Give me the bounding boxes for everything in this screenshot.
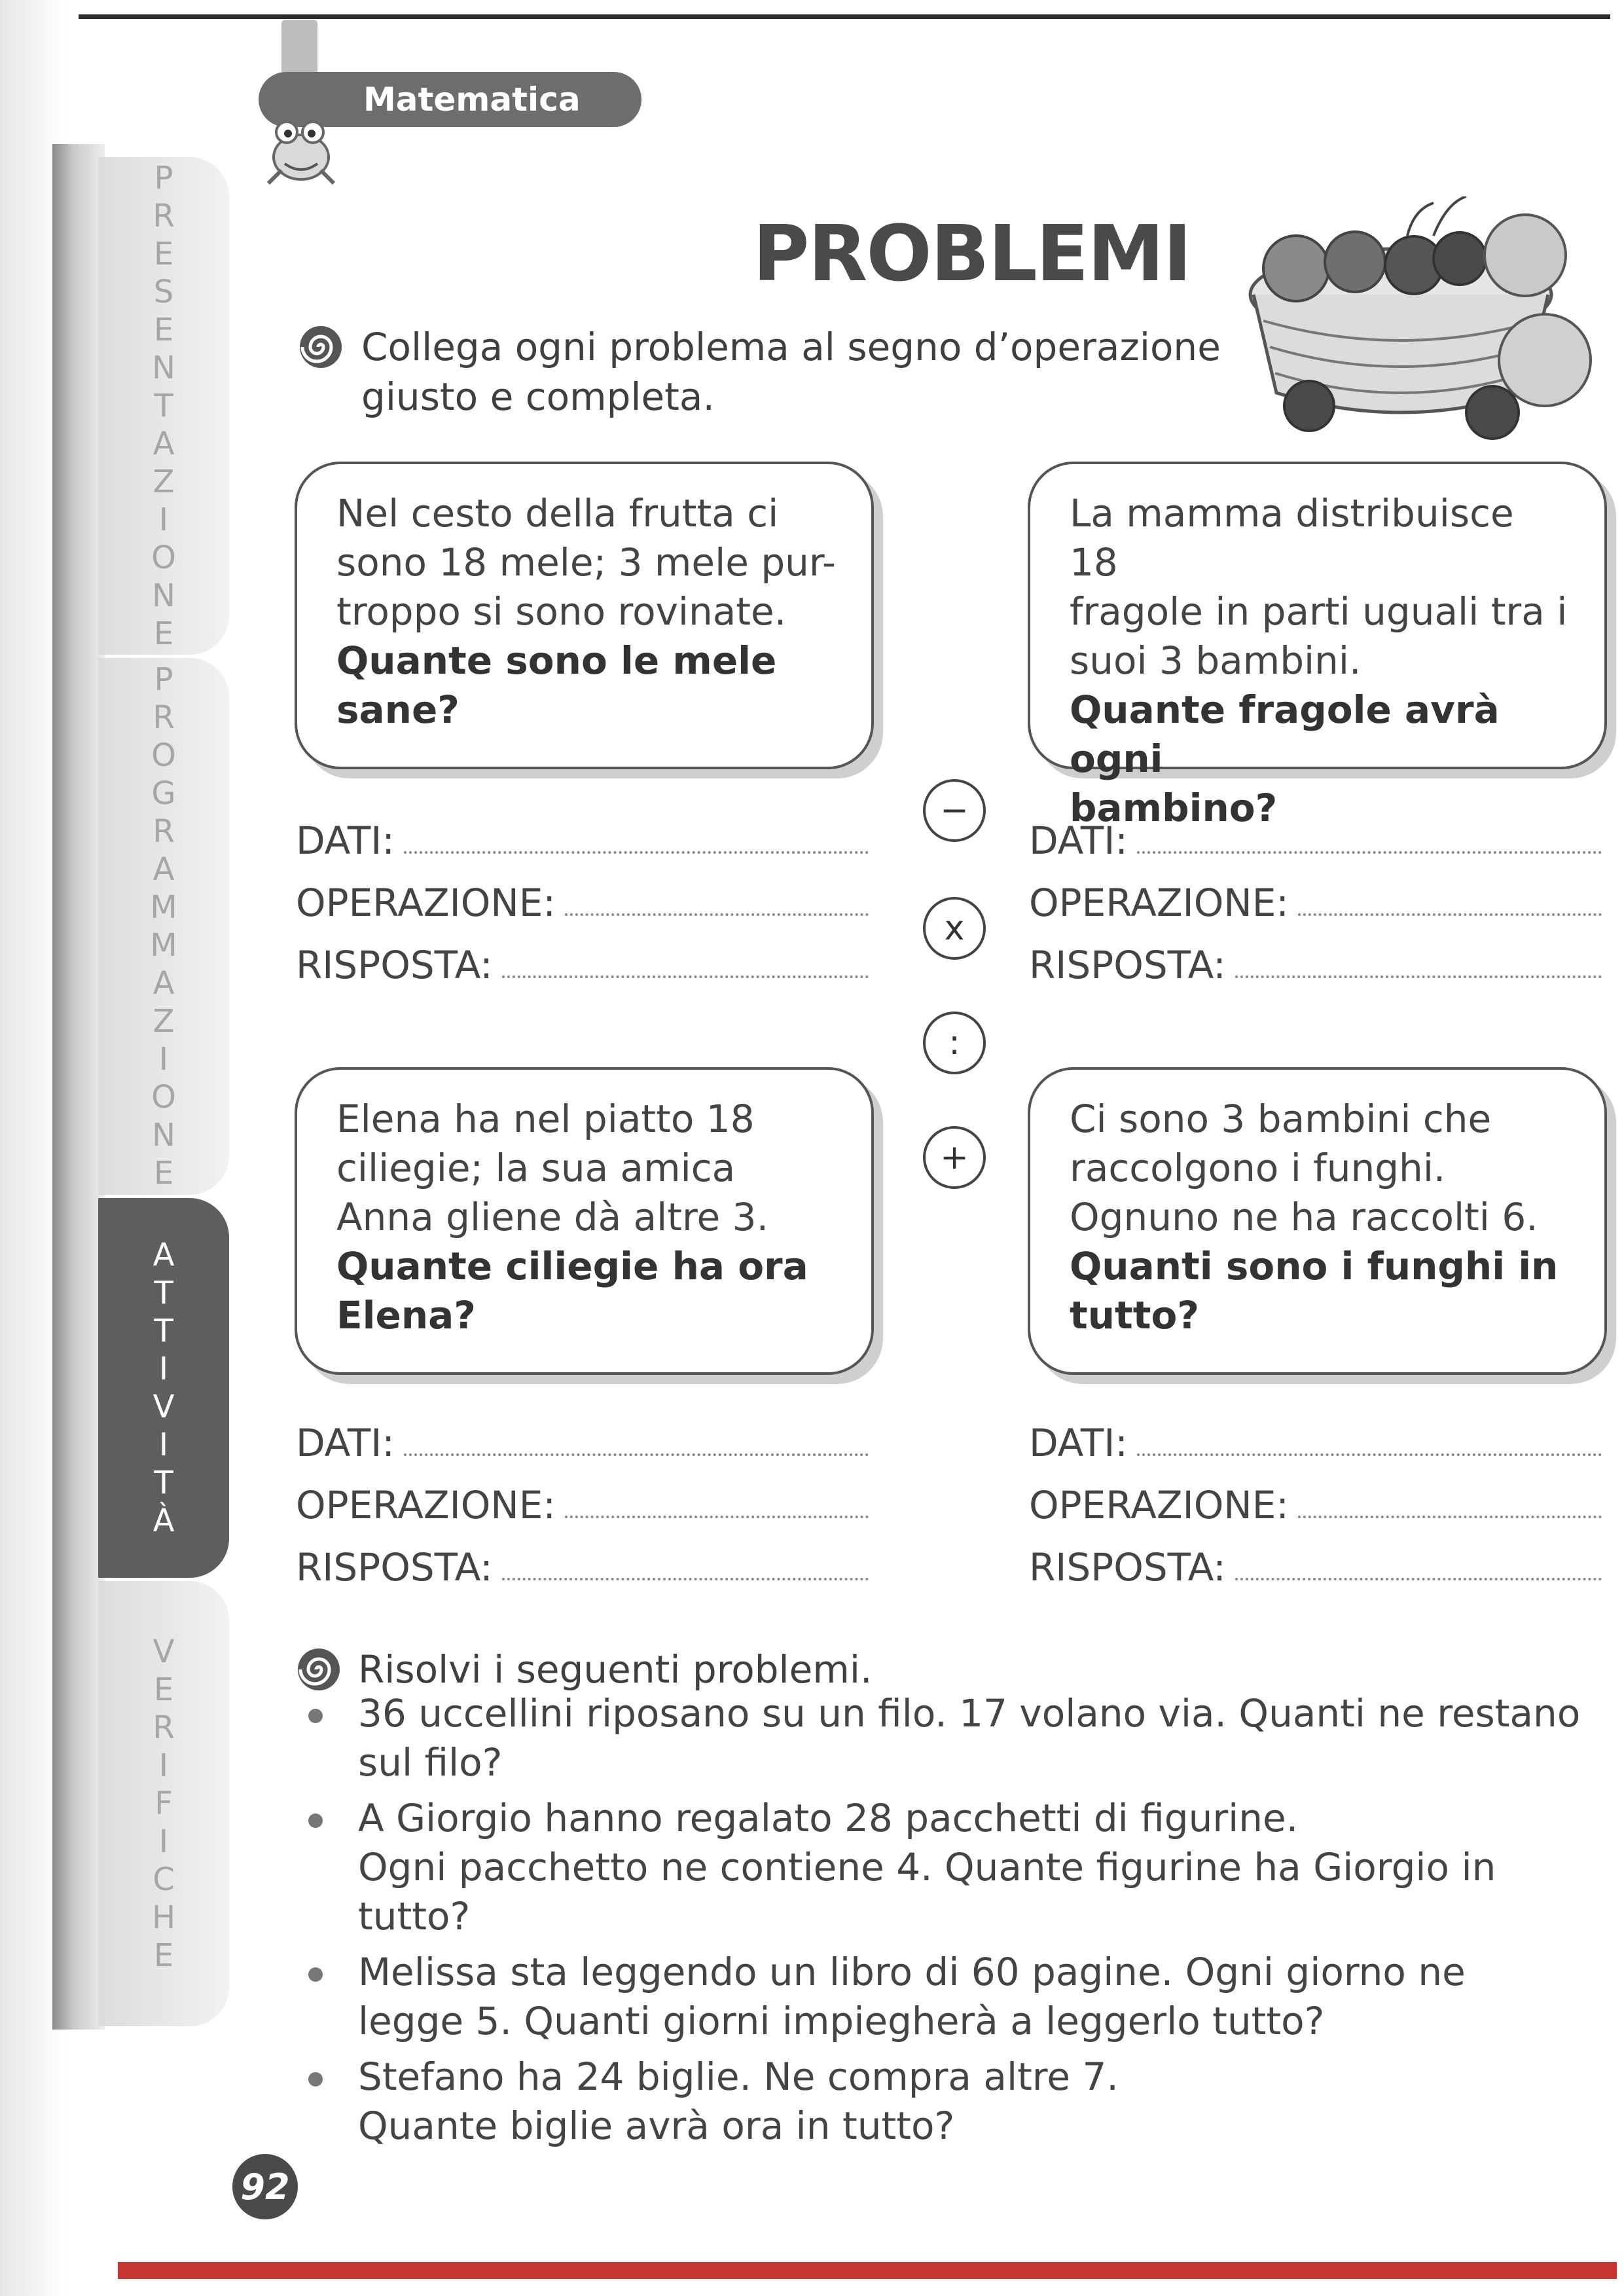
problem-text-line: Ci sono 3 bambini che bbox=[1070, 1097, 1492, 1141]
exercise1-instruction bbox=[361, 322, 1278, 422]
operazione-field-1[interactable] bbox=[296, 881, 869, 925]
page-title: PROBLEMI bbox=[753, 208, 1191, 299]
side-tab-letter: A bbox=[153, 426, 175, 462]
dotted-answer-line[interactable] bbox=[1137, 851, 1602, 854]
side-tab-letter: T bbox=[154, 1465, 173, 1501]
frog-mascot-icon bbox=[255, 105, 347, 196]
problem-text-line: Nel cesto della frutta ci bbox=[336, 491, 779, 536]
operator-divide[interactable]: : bbox=[923, 1011, 986, 1074]
risposta-field-2[interactable] bbox=[1029, 943, 1602, 987]
operazione-field-3[interactable] bbox=[296, 1483, 869, 1527]
dati-label: DATI: bbox=[296, 818, 395, 863]
side-tab-letter: R bbox=[153, 813, 175, 850]
dotted-answer-line[interactable] bbox=[404, 1453, 869, 1456]
operazione-label: OPERAZIONE: bbox=[296, 881, 556, 925]
side-tab-letter: E bbox=[153, 1155, 174, 1192]
problem-box-apples[interactable] bbox=[295, 462, 874, 769]
side-tab-letter: N bbox=[152, 1117, 175, 1154]
side-tab-letter: E bbox=[153, 1671, 174, 1708]
side-tab-letter: R bbox=[153, 198, 175, 234]
side-tab-letter: V bbox=[153, 1633, 175, 1670]
problem-text-line: Elena ha nel piatto 18 bbox=[336, 1097, 755, 1141]
dotted-answer-line[interactable] bbox=[1298, 913, 1602, 916]
side-tab-letter: I bbox=[158, 1747, 169, 1784]
list-item-line: legge 5. Quanti giorni impiegherà a leggerlo tutto? bbox=[358, 1999, 1325, 2043]
operazione-label: OPERAZIONE: bbox=[1029, 881, 1289, 925]
list-item bbox=[298, 1794, 1594, 1941]
dotted-answer-line[interactable] bbox=[1137, 1453, 1602, 1456]
list-item-line: tutto? bbox=[358, 1894, 471, 1939]
side-tab-letter: H bbox=[151, 1899, 176, 1936]
side-tab-letter: I bbox=[158, 501, 169, 538]
instruction-line: Collega ogni problema al segno d’operazione bbox=[361, 325, 1221, 369]
bottom-red-stripe bbox=[118, 2262, 1617, 2279]
word-problem-list bbox=[298, 1689, 1594, 2157]
dati-field-3[interactable] bbox=[296, 1421, 869, 1465]
operazione-label: OPERAZIONE: bbox=[296, 1483, 556, 1527]
operazione-field-4[interactable] bbox=[1029, 1483, 1602, 1527]
page-edge-shadow bbox=[52, 144, 105, 2030]
list-item bbox=[298, 1948, 1594, 2046]
dotted-answer-line[interactable] bbox=[502, 1578, 869, 1580]
list-item-line: A Giorgio hanno regalato 28 pacchetti di figurine. bbox=[358, 1796, 1299, 1840]
side-tab-letter: I bbox=[158, 1041, 169, 1078]
side-tab-letter: I bbox=[158, 1427, 169, 1463]
problem-text-line: ciliegie; la sua amica bbox=[336, 1146, 736, 1190]
side-tab-letter: T bbox=[154, 388, 173, 424]
problem-box-mushrooms[interactable] bbox=[1028, 1067, 1607, 1375]
list-item-line: Stefano ha 24 biglie. Ne compra altre 7. bbox=[358, 2054, 1119, 2099]
problem-text-line: fragole in parti uguali tra i bbox=[1070, 589, 1568, 634]
risposta-label: RISPOSTA: bbox=[1029, 1545, 1226, 1590]
bullet-dot-icon bbox=[308, 2072, 323, 2086]
top-border-line bbox=[79, 14, 1610, 19]
side-tab-letter: A bbox=[153, 1237, 175, 1273]
problem-question-line: Quante ciliegie ha ora bbox=[336, 1244, 808, 1288]
problem-text-line: sono 18 mele; 3 mele pur- bbox=[336, 540, 836, 585]
dati-field-1[interactable] bbox=[296, 818, 869, 863]
side-tab-letter: F bbox=[154, 1785, 173, 1822]
problem-text-line: raccolgono i funghi. bbox=[1070, 1146, 1446, 1190]
side-tab-letters bbox=[151, 159, 176, 653]
side-tab-letter: S bbox=[153, 274, 174, 310]
side-tab-letter: M bbox=[150, 889, 177, 926]
side-tab-verifiche bbox=[98, 1581, 229, 2026]
risposta-field-4[interactable] bbox=[1029, 1545, 1602, 1590]
problem-question-line: sane? bbox=[336, 687, 460, 732]
spiral-bullet-icon bbox=[296, 1647, 342, 1692]
dati-label: DATI: bbox=[296, 1421, 395, 1465]
dotted-answer-line[interactable] bbox=[1235, 1578, 1602, 1580]
side-tab-letters bbox=[150, 661, 177, 1192]
side-tab-letter: Z bbox=[153, 464, 175, 500]
side-tab-attivita bbox=[98, 1198, 229, 1578]
side-tab-letter: E bbox=[153, 312, 174, 348]
dotted-answer-line[interactable] bbox=[1298, 1516, 1602, 1518]
side-tab-letter: R bbox=[153, 699, 175, 736]
side-tab-programmazione bbox=[98, 658, 229, 1195]
side-tab-letter: M bbox=[150, 927, 177, 964]
fruit-basket-icon bbox=[1237, 196, 1604, 445]
dotted-answer-line[interactable] bbox=[404, 851, 869, 854]
bullet-dot-icon bbox=[308, 1967, 323, 1982]
risposta-label: RISPOSTA: bbox=[296, 943, 493, 987]
operazione-field-2[interactable] bbox=[1029, 881, 1602, 925]
list-item-line: Melissa sta leggendo un libro di 60 pagine. Ogni giorno ne bbox=[358, 1950, 1466, 1994]
list-item-line: Quante biglie avrà ora in tutto? bbox=[358, 2104, 955, 2148]
list-item-line: 36 uccellini riposano su un filo. 17 volano via. Quanti ne restano bbox=[358, 1691, 1581, 1736]
side-tab-letter: O bbox=[151, 737, 176, 774]
list-item bbox=[298, 2052, 1594, 2151]
side-tab-letter: T bbox=[154, 1313, 173, 1349]
side-tab-letter: O bbox=[151, 1079, 176, 1116]
side-tab-letter: À bbox=[153, 1503, 175, 1539]
side-tab-letter: G bbox=[151, 775, 176, 812]
operator-plus[interactable]: + bbox=[923, 1126, 986, 1189]
operazione-label: OPERAZIONE: bbox=[1029, 1483, 1289, 1527]
problem-box-strawberries[interactable] bbox=[1028, 462, 1607, 830]
side-tab-letters bbox=[153, 1236, 175, 1540]
side-tab-letter: T bbox=[154, 1275, 173, 1311]
list-item-line: sul filo? bbox=[358, 1740, 503, 1785]
side-tab-letters bbox=[152, 1633, 175, 1975]
problem-question-line: Elena? bbox=[336, 1293, 476, 1338]
side-tab-letter: V bbox=[153, 1389, 175, 1425]
operator-minus[interactable]: − bbox=[923, 779, 986, 842]
side-tab-letter: R bbox=[153, 1709, 175, 1746]
spiral-bullet-icon bbox=[298, 324, 344, 370]
list-item-line: Ogni pacchetto ne contiene 4. Quante figurine ha Giorgio in bbox=[358, 1845, 1496, 1889]
bullet-dot-icon bbox=[308, 1709, 323, 1723]
dotted-answer-line[interactable] bbox=[1235, 975, 1602, 978]
dati-label: DATI: bbox=[1029, 1421, 1128, 1465]
side-tab-letter: O bbox=[151, 539, 176, 576]
risposta-label: RISPOSTA: bbox=[296, 1545, 493, 1590]
side-tab-letter: E bbox=[153, 615, 174, 652]
problem-question-line: Quante sono le mele bbox=[336, 638, 777, 683]
side-tab-letter: E bbox=[153, 1937, 174, 1974]
risposta-label: RISPOSTA: bbox=[1029, 943, 1226, 987]
side-tab-presentazione bbox=[98, 157, 229, 655]
problem-text-line: suoi 3 bambini. bbox=[1070, 638, 1362, 683]
problem-text-line: Anna gliene dà altre 3. bbox=[336, 1195, 769, 1239]
operator-times[interactable]: x bbox=[923, 897, 986, 960]
side-tab-letter: C bbox=[153, 1861, 175, 1898]
exercise2-instruction: Risolvi i seguenti problemi. bbox=[358, 1647, 873, 1692]
side-tab-letter: Z bbox=[153, 1003, 175, 1040]
side-tab-letter: I bbox=[158, 1823, 169, 1860]
dati-field-4[interactable] bbox=[1029, 1421, 1602, 1465]
problem-text-line: troppo si sono rovinate. bbox=[336, 589, 787, 634]
bullet-dot-icon bbox=[308, 1813, 323, 1828]
list-item bbox=[298, 1689, 1594, 1787]
dati-label: DATI: bbox=[1029, 818, 1128, 863]
side-tab-letter: P bbox=[154, 160, 173, 196]
side-tab-letter: N bbox=[152, 350, 175, 386]
dotted-answer-line[interactable] bbox=[565, 1516, 869, 1518]
dati-field-2[interactable] bbox=[1029, 818, 1602, 863]
instruction-line: giusto e completa. bbox=[361, 374, 715, 419]
dotted-answer-line[interactable] bbox=[502, 975, 869, 978]
page-number: 92 bbox=[232, 2154, 298, 2219]
side-tab-letter: P bbox=[154, 661, 173, 698]
risposta-field-3[interactable] bbox=[296, 1545, 869, 1590]
problem-question-line: bambino? bbox=[1070, 786, 1278, 830]
problem-question-line: tutto? bbox=[1070, 1293, 1199, 1338]
side-tab-letter: N bbox=[152, 577, 175, 614]
dotted-answer-line[interactable] bbox=[565, 913, 869, 916]
risposta-field-1[interactable] bbox=[296, 943, 869, 987]
problem-question-line: Quanti sono i funghi in bbox=[1070, 1244, 1559, 1288]
problem-question-line: Quante fragole avrà ogni bbox=[1070, 687, 1500, 781]
problem-box-cherries[interactable] bbox=[295, 1067, 874, 1375]
problem-text-line: La mamma distribuisce 18 bbox=[1070, 491, 1514, 585]
side-tab-letter: A bbox=[153, 851, 175, 888]
side-tab-letter: A bbox=[153, 965, 175, 1002]
problem-text-line: Ognuno ne ha raccolti 6. bbox=[1070, 1195, 1538, 1239]
subject-label: Matematica bbox=[259, 72, 641, 127]
side-tab-letter: E bbox=[153, 236, 174, 272]
side-tab-letter: I bbox=[158, 1351, 169, 1387]
